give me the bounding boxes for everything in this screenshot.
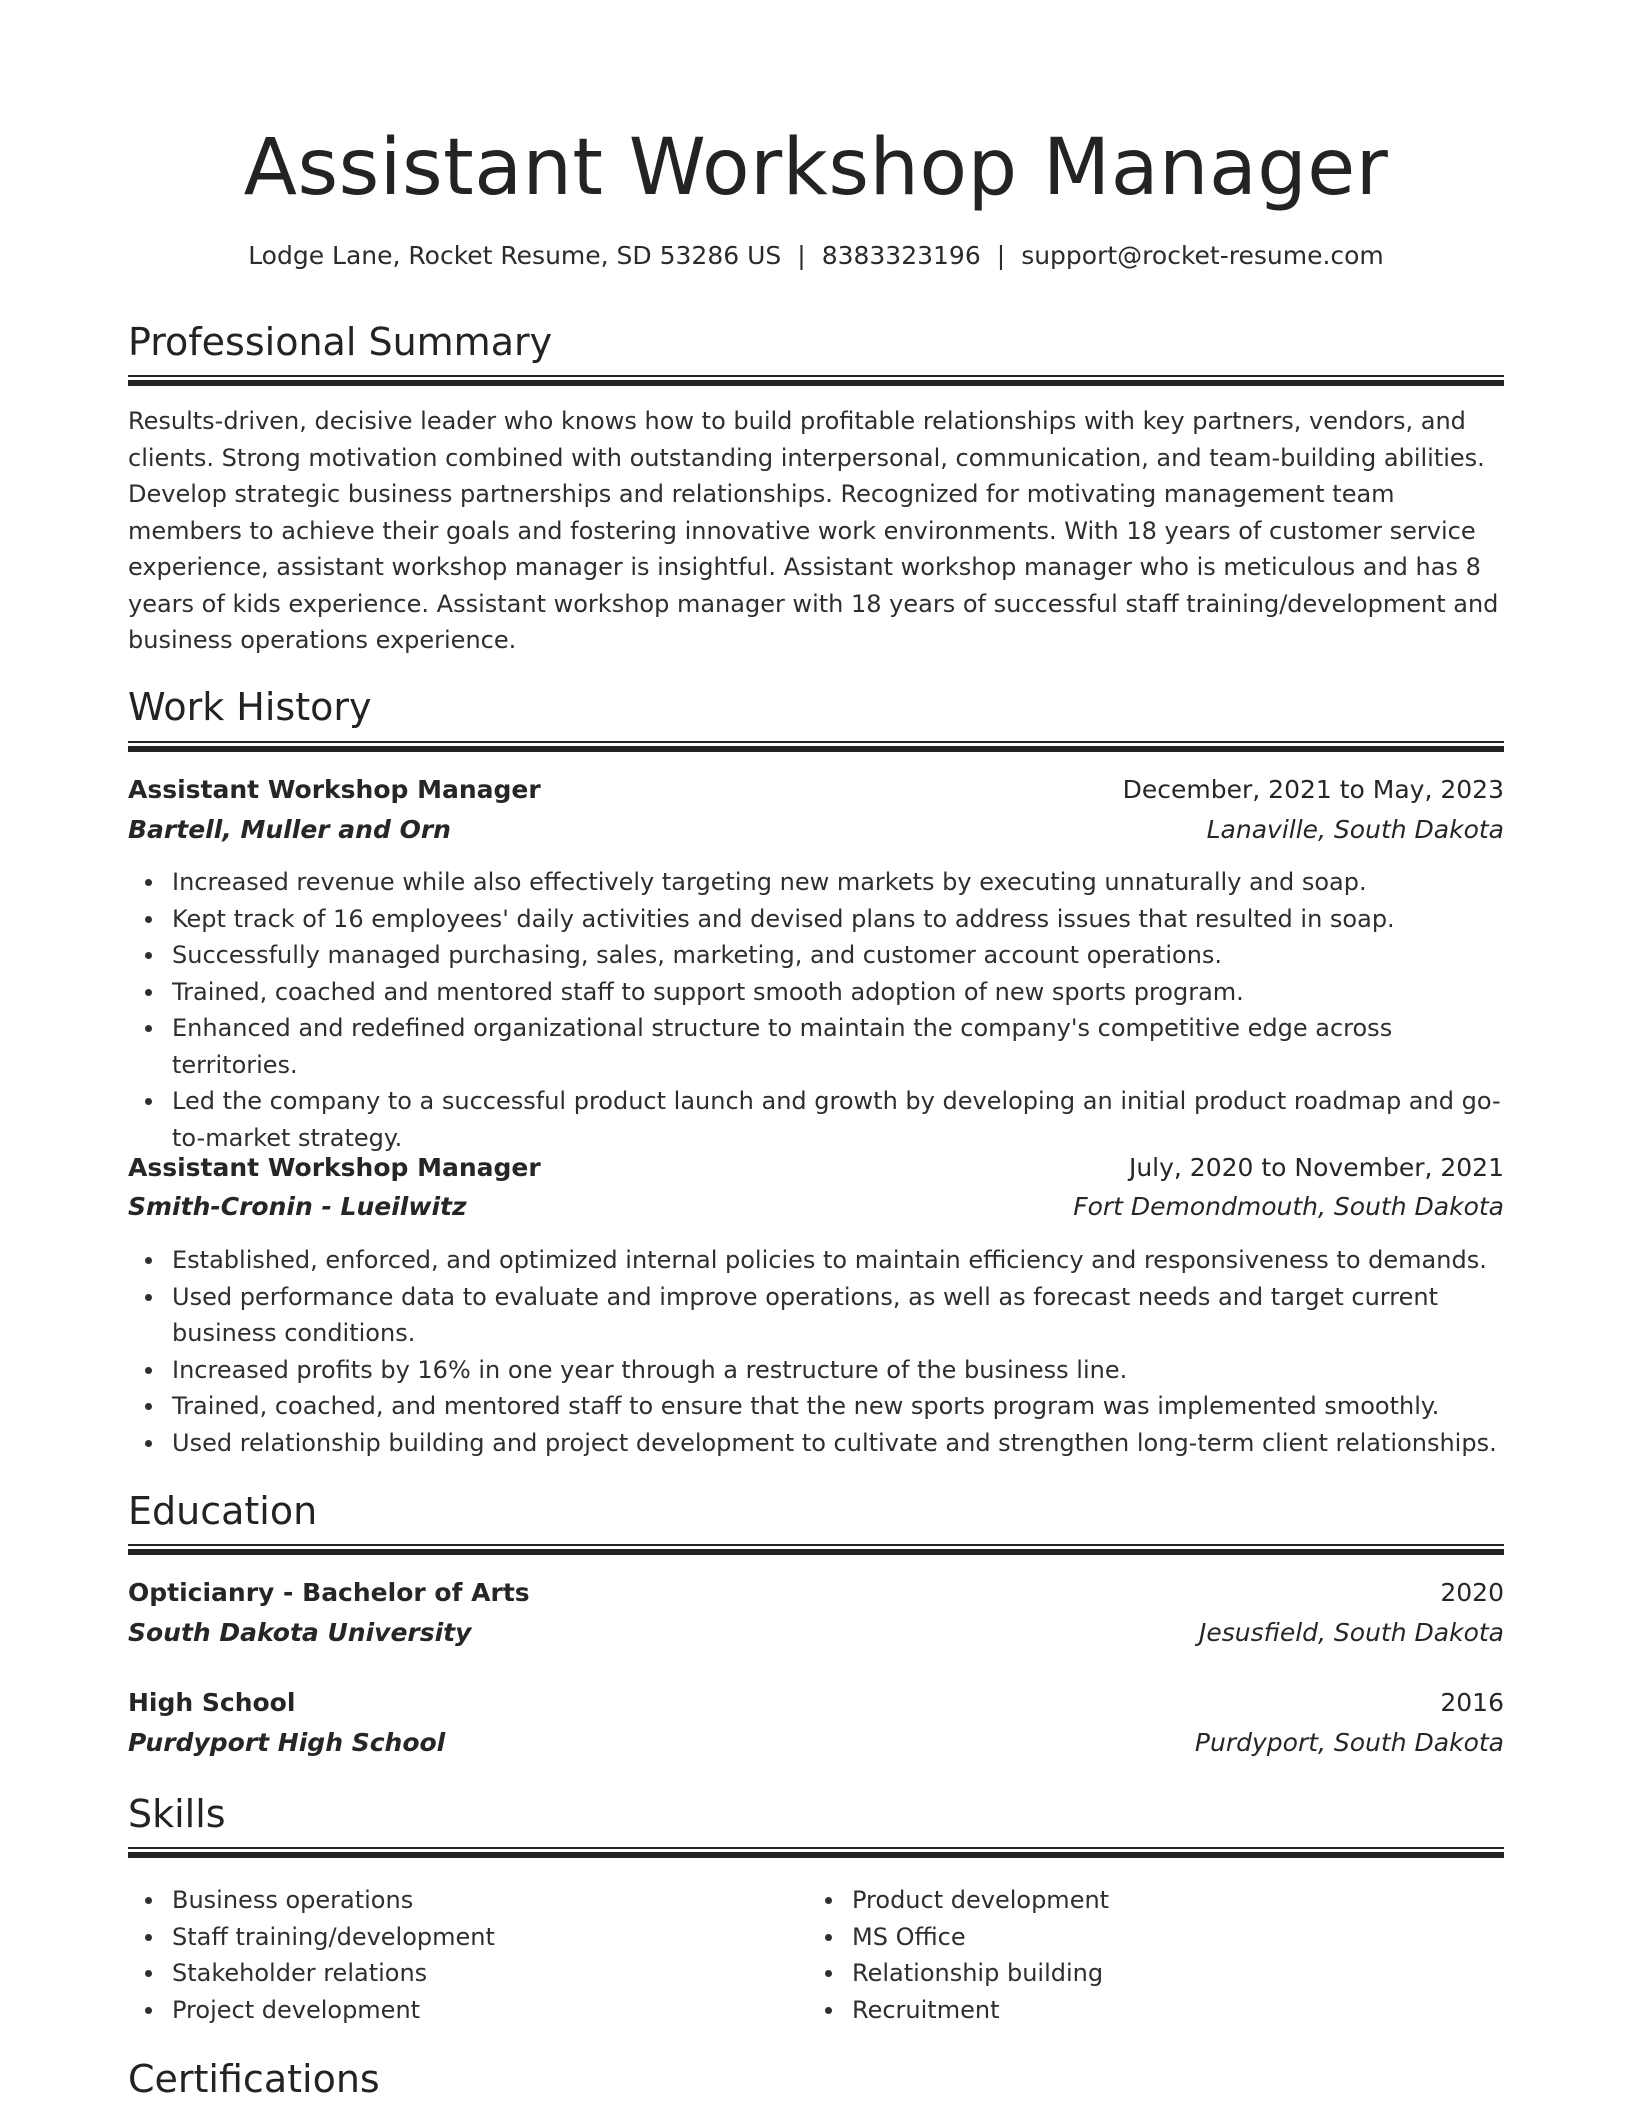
graduation-year: 2016 [1440,1688,1504,1717]
section-title-education: Education [128,1489,318,1533]
degree: Opticianry - Bachelor of Arts [128,1578,530,1607]
job-dates: July, 2020 to November, 2021 [1128,1153,1504,1182]
degree: High School [128,1688,296,1717]
school-name: Purdyport High School [128,1728,446,1757]
job-header [128,771,1504,809]
job-subheader [128,1188,1504,1226]
list-item: Successfully managed purchasing, sales, marketing, and customer account operations. [172,937,1504,974]
section-divider [128,375,1504,386]
graduation-year: 2020 [1440,1578,1504,1607]
education-header [128,1684,1504,1722]
list-item: Business operations [172,1882,808,1919]
separator: | [797,241,806,270]
section-divider [128,1544,1504,1555]
list-item: Established, enforced, and optimized internal policies to maintain efficiency and responsiveness to demands. [172,1242,1504,1279]
job-subheader [128,811,1504,849]
company-name: Bartell, Muller and Orn [128,815,451,844]
list-item: Staff training/development [172,1919,808,1956]
address: Lodge Lane, Rocket Resume, SD 53286 US [248,241,782,270]
job-bullets [128,864,1504,1156]
list-item: Recruitment [852,1992,1488,2029]
skills-list [128,1882,1504,2028]
section-title-certifications: Certifications [128,2057,380,2101]
education-header [128,1574,1504,1612]
list-item: Product development [852,1882,1488,1919]
job-title: Assistant Workshop Manager [128,775,541,804]
school-location: Jesusfield, South Dakota [1199,1618,1504,1647]
separator: | [996,241,1006,270]
school-location: Purdyport, South Dakota [1194,1728,1504,1757]
school-name: South Dakota University [128,1618,472,1647]
job-bullets [128,1242,1504,1461]
list-item: MS Office [852,1919,1488,1956]
list-item: Project development [172,1992,808,2029]
section-title-skills: Skills [128,1792,226,1836]
job-location: Fort Demondmouth, South Dakota [1073,1192,1504,1221]
job-title: Assistant Workshop Manager [128,1153,541,1182]
company-name: Smith-Cronin - Lueilwitz [128,1192,467,1221]
list-item: Trained, coached and mentored staff to support smooth adoption of new sports program. [172,974,1504,1011]
list-item: Led the company to a successful product launch and growth by developing an initial product roadmap and go-to-market strategy. [172,1083,1504,1156]
email: support@rocket-resume.com [1021,241,1384,270]
summary-text: Results-driven, decisive leader who knows how to build profitable relationships with key partners, vendors, and clients. Strong motivation combined with outstanding interpersonal, communication, and team-building abilities. Develop strategic business partnerships and relationships. Recognized for motivating management team members to achieve their goals and fostering innovative work environments. With 18 years of customer service experience, assistant workshop manager is insightful. Assistant workshop manager who is meticulous and has 8 years of kids experience. Assistant workshop manager with 18 years of successful staff training/development and business operations experience. [128,407,1499,654]
skills-column-left [128,1882,808,2028]
education-subheader [128,1724,1504,1762]
job-dates: December, 2021 to May, 2023 [1122,775,1504,804]
list-item: Trained, coached, and mentored staff to ensure that the new sports program was implemented smoothly. [172,1388,1504,1425]
list-item: Kept track of 16 employees' daily activities and devised plans to address issues that resulted in soap. [172,901,1504,938]
section-divider [128,1847,1504,1858]
section-title-work-history: Work History [128,685,372,729]
list-item: Increased revenue while also effectively targeting new markets by executing unnaturally and soap. [172,864,1504,901]
phone: 8383323196 [821,241,981,270]
list-item: Stakeholder relations [172,1955,808,1992]
list-item: Increased profits by 16% in one year through a restructure of the business line. [172,1352,1504,1389]
list-item: Enhanced and redefined organizational structure to maintain the company's competitive edge across territories. [172,1010,1504,1083]
section-title-summary: Professional Summary [128,320,553,364]
contact-line [128,238,1504,274]
skills-column-right [808,1882,1488,2028]
list-item: Relationship building [852,1955,1488,1992]
candidate-name: Assistant Workshop Manager [243,123,1389,213]
list-item: Used relationship building and project development to cultivate and strengthen long-term client relationships. [172,1425,1504,1462]
education-subheader [128,1614,1504,1652]
job-header [128,1149,1504,1187]
section-divider [128,741,1504,752]
job-location: Lanaville, South Dakota [1206,815,1504,844]
list-item: Used performance data to evaluate and improve operations, as well as forecast needs and target current business conditions. [172,1279,1504,1352]
